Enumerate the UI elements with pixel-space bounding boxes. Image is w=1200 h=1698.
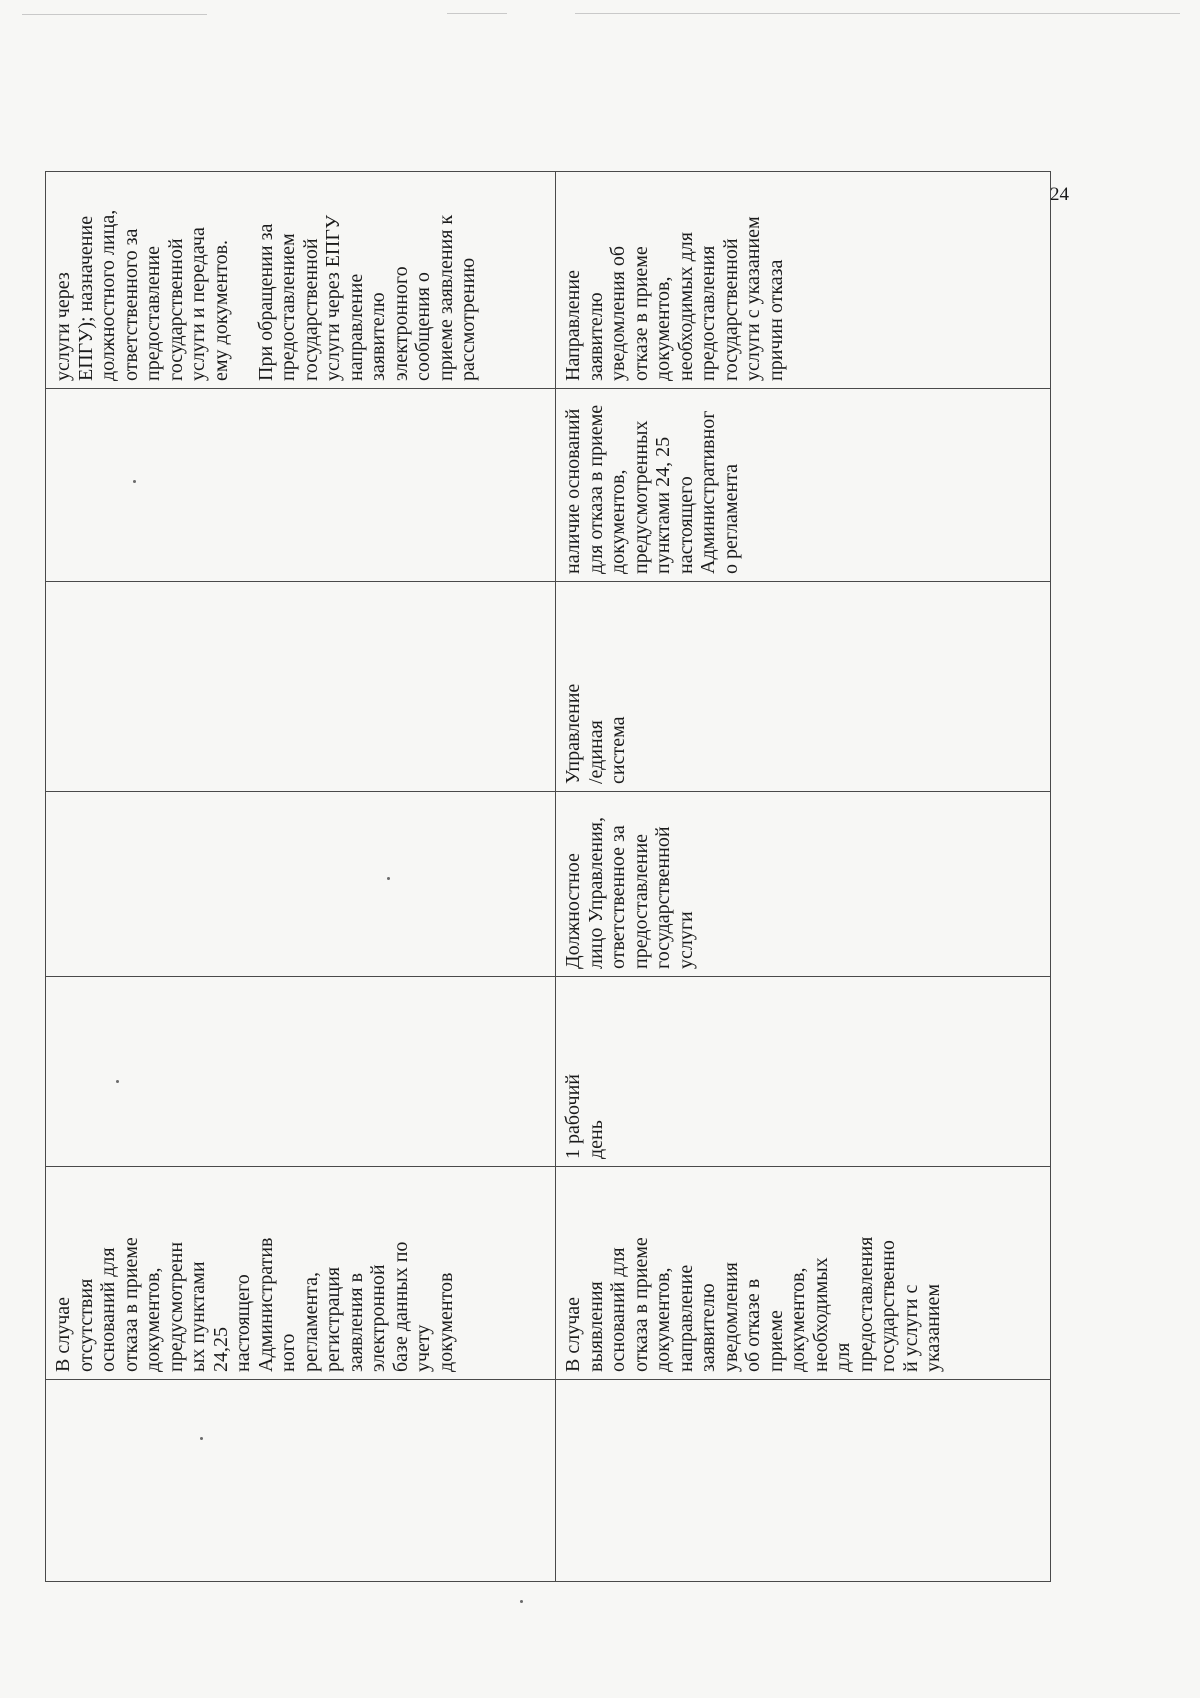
table-cell: В случае отсутствия оснований для отказа в приеме документов, предусмотренн ых пунктами 24,25 настоящего Административ ного регламента, регистрация заявления в электронной базе данных по учету документов: [46, 1167, 556, 1380]
table-cell: [46, 1380, 556, 1582]
table-cell: услуги через ЕПГУ); назначение должностного лица, ответственного за предоставление государственной услуги и передача ему документов. При обращении за предоставлением государственной услуги через ЕПГУ направление заявителю электронного сообщения о приеме заявления к рассмотрению: [46, 172, 556, 389]
scan-speck: [520, 1600, 523, 1603]
table-cell: Управление /единая система: [556, 582, 1051, 792]
scan-edge-line: [22, 14, 207, 15]
table-cell: [556, 1380, 1051, 1582]
page-number: 24: [1050, 184, 1069, 205]
scan-speck: [116, 1080, 119, 1083]
procedure-table: [45, 171, 1051, 1582]
table-cell: Направление заявителю уведомления об отказе в приеме документов, необходимых для предоставления государственной услуги с указанием причин отказа: [556, 172, 1051, 389]
table-cell: В случае выявления оснований для отказа в приеме документов, направление заявителю уведомления об отказе в приеме документов, необходимых для предоставления государственно й услуги с указанием: [556, 1167, 1051, 1380]
table-row: [556, 172, 1051, 1582]
table-cell: [46, 977, 556, 1167]
table-cell: [46, 582, 556, 792]
scan-edge-line: [447, 13, 507, 14]
table-cell: 1 рабочий день: [556, 977, 1051, 1167]
table-cell: наличие оснований для отказа в приеме документов, предусмотренных пунктами 24, 25 настоящего Административног о регламента: [556, 389, 1051, 582]
table-row: [46, 172, 556, 1582]
scan-speck: [200, 1437, 203, 1440]
document-table-area: [45, 172, 1050, 1582]
scan-edge-line: [575, 13, 1180, 14]
table-cell: [46, 792, 556, 977]
table-cell: [46, 389, 556, 582]
table-cell: Должностное лицо Управления, ответственное за предоставление государственной услуги: [556, 792, 1051, 977]
rotated-table: [45, 172, 1050, 1582]
scan-speck: [133, 480, 136, 483]
scan-speck: [387, 877, 390, 880]
